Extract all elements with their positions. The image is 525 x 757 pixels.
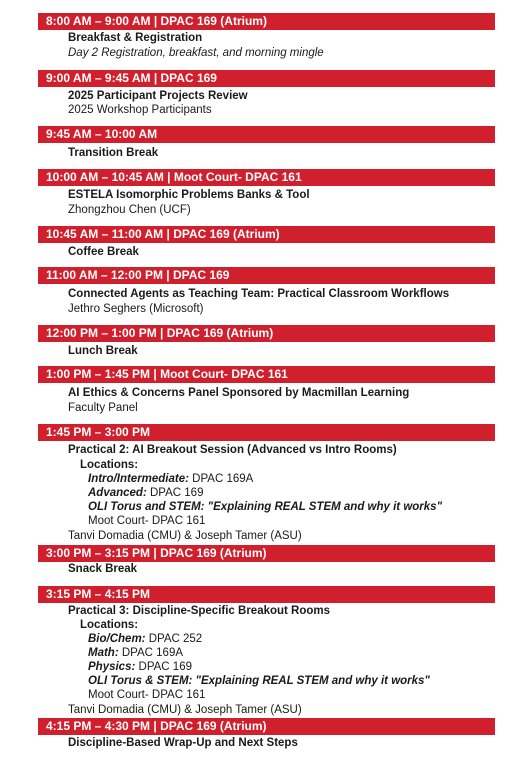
- session-time: 11:00 AM – 12:00 PM | DPAC 169: [46, 268, 230, 282]
- session-subtitle: Jethro Seghers (Microsoft): [68, 303, 204, 315]
- session-time-bar: [38, 13, 495, 30]
- location-line: Intro/Intermediate: DPAC 169A: [88, 473, 254, 485]
- session-time-bar: [38, 366, 495, 383]
- session-subtitle: Day 2 Registration, breakfast, and morning mingle: [68, 47, 324, 59]
- session-title: Transition Break: [68, 147, 159, 159]
- session-time: 10:00 AM – 10:45 AM | Moot Court- DPAC 161: [46, 170, 302, 184]
- session-time-bar: [38, 424, 495, 441]
- session-time: 8:00 AM – 9:00 AM | DPAC 169 (Atrium): [46, 14, 267, 28]
- session-time-bar: [38, 325, 495, 342]
- session-title: Connected Agents as Teaching Team: Practical Classroom Workflows: [68, 288, 450, 300]
- session-time-bar: [38, 545, 495, 562]
- location-line: Advanced: DPAC 169: [88, 487, 204, 499]
- session-time: 1:45 PM – 3:00 PM: [46, 425, 151, 439]
- session-subtitle: Tanvi Domadia (CMU) & Joseph Tamer (ASU): [68, 704, 302, 716]
- session-title: Discipline-Based Wrap-Up and Next Steps: [68, 737, 298, 749]
- session-time-bar: [38, 267, 495, 284]
- session-title: Coffee Break: [68, 246, 139, 258]
- session-time-bar: [38, 70, 495, 87]
- location-room: Moot Court- DPAC 161: [88, 515, 206, 527]
- session-subtitle: Tanvi Domadia (CMU) & Joseph Tamer (ASU): [68, 530, 302, 542]
- location-line: OLI Torus & STEM: "Explaining REAL STEM and why it works": [88, 675, 430, 687]
- locations-label: Locations:: [80, 459, 139, 471]
- session-title: 2025 Participant Projects Review: [68, 90, 248, 102]
- session-subtitle: 2025 Workshop Participants: [68, 104, 212, 116]
- session-time-bar: [38, 126, 495, 143]
- session-title: Lunch Break: [68, 345, 138, 357]
- session-time-bar: [38, 718, 495, 735]
- session-title: AI Ethics & Concerns Panel Sponsored by Macmillan Learning: [68, 387, 410, 399]
- location-line: OLI Torus and STEM: "Explaining REAL STEM and why it works": [88, 501, 443, 513]
- session-time: 1:00 PM – 1:45 PM | Moot Court- DPAC 161: [46, 367, 288, 381]
- location-line: Physics: DPAC 169: [88, 661, 192, 673]
- session-title: ESTELA Isomorphic Problems Banks & Tool: [68, 189, 310, 201]
- location-line: Math: DPAC 169A: [88, 647, 184, 659]
- session-time: 3:15 PM – 4:15 PM: [46, 587, 151, 601]
- session-time: 9:45 AM – 10:00 AM: [46, 127, 158, 141]
- session-title: Snack Break: [68, 563, 138, 575]
- session-title: Practical 2: AI Breakout Session (Advanced vs Intro Rooms): [68, 444, 397, 456]
- session-time-bar: [38, 226, 495, 243]
- session-subtitle: Faculty Panel: [68, 402, 138, 414]
- session-time: 4:15 PM – 4:30 PM | DPAC 169 (Atrium): [46, 719, 267, 733]
- session-time-bar: [38, 586, 495, 603]
- session-time-bar: [38, 169, 495, 186]
- session-subtitle: Zhongzhou Chen (UCF): [68, 204, 191, 216]
- location-room: Moot Court- DPAC 161: [88, 689, 206, 701]
- session-time: 9:00 AM – 9:45 AM | DPAC 169: [46, 71, 217, 85]
- session-title: Breakfast & Registration: [68, 32, 203, 44]
- session-time: 3:00 PM – 3:15 PM | DPAC 169 (Atrium): [46, 546, 267, 560]
- session-time: 12:00 PM – 1:00 PM | DPAC 169 (Atrium): [46, 326, 274, 340]
- session-time: 10:45 AM – 11:00 AM | DPAC 169 (Atrium): [46, 227, 280, 241]
- session-title: Practical 3: Discipline-Specific Breakout Rooms: [68, 605, 331, 617]
- location-line: Bio/Chem: DPAC 252: [88, 633, 203, 645]
- locations-label: Locations:: [80, 619, 139, 631]
